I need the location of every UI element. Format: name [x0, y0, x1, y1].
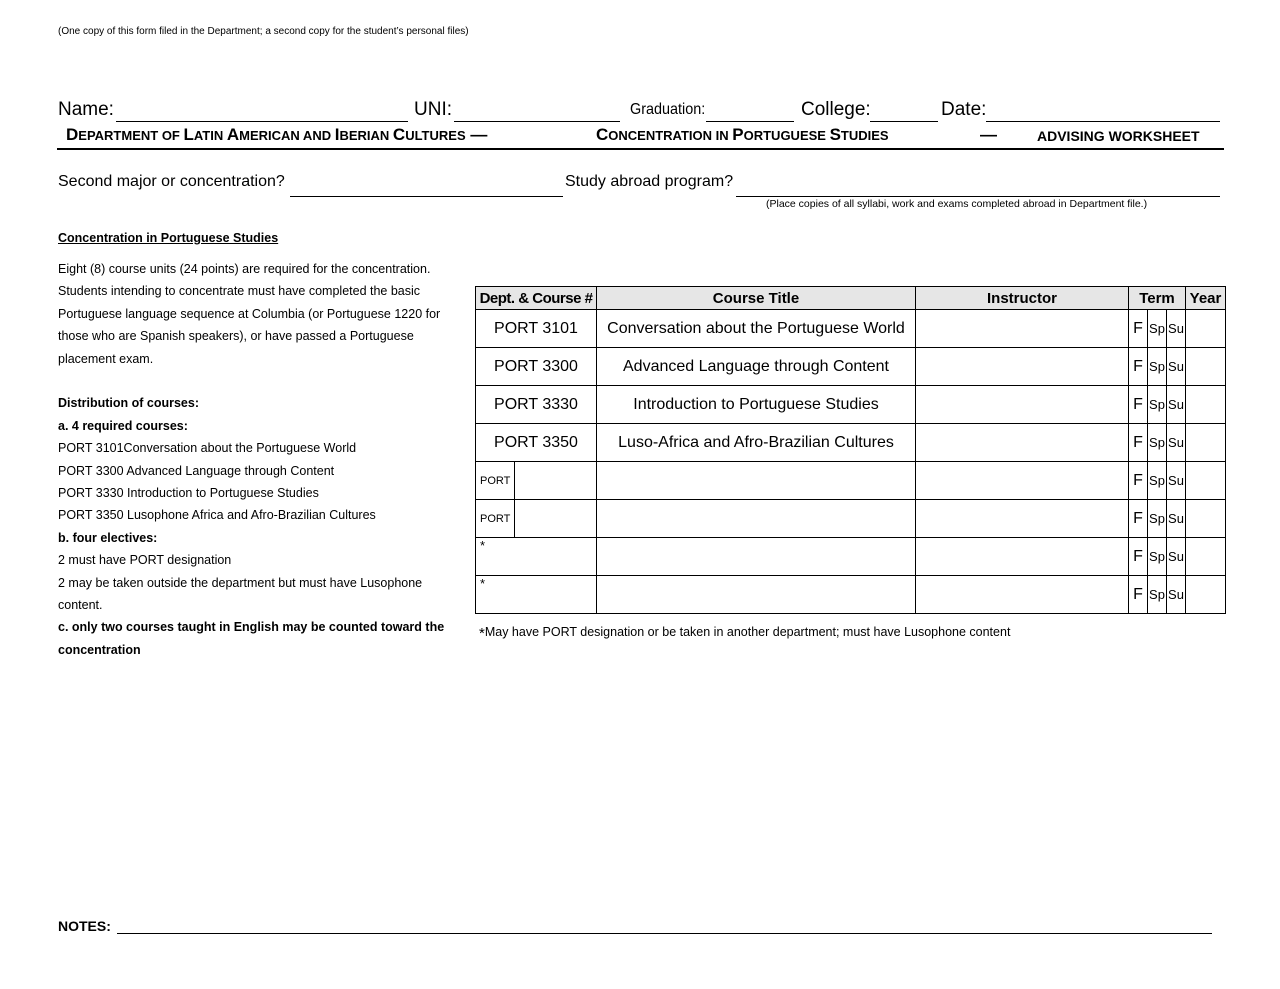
open-elective-cell[interactable]: * [476, 538, 597, 576]
elective-item: 2 may be taken outside the department but must have Lusophone content. [58, 575, 423, 613]
instructor-cell[interactable] [916, 386, 1129, 424]
date-field[interactable] [986, 121, 1220, 122]
distribution-title: Distribution of courses: [58, 396, 199, 411]
port-prefix: PORT [476, 462, 515, 499]
required-item: PORT 3350 Lusophone Africa and Afro-Brazilian Cultures [58, 508, 376, 523]
table-row [476, 500, 1226, 538]
term-fall[interactable]: F [1129, 538, 1148, 576]
study-abroad-field[interactable] [736, 196, 1220, 197]
instructor-cell[interactable] [916, 348, 1129, 386]
college-field[interactable] [870, 121, 938, 122]
term-summer[interactable]: Su [1167, 576, 1186, 614]
year-cell[interactable] [1186, 424, 1226, 462]
port-prefix: PORT [476, 500, 515, 537]
term-fall[interactable]: F [1129, 386, 1148, 424]
term-spring[interactable]: Sp [1148, 424, 1167, 462]
year-cell[interactable] [1186, 310, 1226, 348]
department-title: DEPARTMENT OF LATIN AMERICAN AND IBERIAN CULTURES — [66, 125, 488, 144]
table-row [476, 462, 1226, 500]
term-fall[interactable]: F [1129, 500, 1148, 538]
year-cell[interactable] [1186, 576, 1226, 614]
year-cell[interactable] [1186, 462, 1226, 500]
term-summer[interactable]: Su [1167, 310, 1186, 348]
term-summer[interactable]: Su [1167, 462, 1186, 500]
required-item: PORT 3300 Advanced Language through Content [58, 463, 335, 478]
second-major-field[interactable] [290, 196, 563, 197]
term-spring[interactable]: Sp [1148, 310, 1167, 348]
term-fall[interactable]: F [1129, 424, 1148, 462]
term-spring[interactable]: Sp [1148, 462, 1167, 500]
study-abroad-label: Study abroad program? [565, 173, 734, 190]
year-cell[interactable] [1186, 500, 1226, 538]
abroad-files-note: (Place copies of all syllabi, work and exams completed abroad in Department file.) [766, 198, 1148, 210]
instructor-cell[interactable] [916, 538, 1129, 576]
course-title: Conversation about the Portuguese World [597, 310, 916, 348]
header-dept: Dept. & Course # [476, 287, 597, 310]
course-number: PORT 3300 [476, 348, 597, 386]
year-cell[interactable] [1186, 386, 1226, 424]
name-field[interactable] [116, 121, 408, 122]
elective-item: 2 must have PORT designation [58, 553, 232, 568]
date-label: Date: [941, 99, 987, 120]
course-title-cell[interactable] [597, 500, 916, 538]
uni-label: UNI: [414, 99, 452, 120]
term-spring[interactable]: Sp [1148, 500, 1167, 538]
port-elective-cell[interactable] [476, 500, 597, 538]
header-term: Term [1129, 287, 1186, 310]
term-summer[interactable]: Su [1167, 538, 1186, 576]
notes-label: NOTES: [58, 918, 111, 934]
course-title: Introduction to Portuguese Studies [597, 386, 916, 424]
term-fall[interactable]: F [1129, 348, 1148, 386]
table-footnote [479, 625, 1010, 642]
footnote-text: May have PORT designation or be taken in another department; must have Lusophone content [484, 625, 1011, 639]
term-summer[interactable]: Su [1167, 500, 1186, 538]
table-header-row [476, 287, 1226, 310]
term-spring[interactable]: Sp [1148, 348, 1167, 386]
instructor-cell[interactable] [916, 310, 1129, 348]
second-major-label: Second major or concentration? [58, 173, 285, 190]
section-title: Concentration in Portuguese Studies [58, 231, 279, 245]
english-rule: c. only two courses taught in English may be counted toward the concentration [58, 620, 445, 657]
college-label: College: [801, 99, 871, 120]
year-cell[interactable] [1186, 538, 1226, 576]
year-cell[interactable] [1186, 348, 1226, 386]
title-rule [57, 148, 1224, 150]
term-fall[interactable]: F [1129, 576, 1148, 614]
open-elective-cell[interactable]: * [476, 576, 597, 614]
course-title-cell[interactable] [597, 538, 916, 576]
term-fall[interactable]: F [1129, 462, 1148, 500]
worksheet-title: ADVISING WORKSHEET [1037, 128, 1200, 144]
instructor-cell[interactable] [916, 424, 1129, 462]
graduation-field[interactable] [706, 121, 794, 122]
instructor-cell[interactable] [916, 462, 1129, 500]
port-elective-cell[interactable] [476, 462, 597, 500]
title-dash: — [980, 125, 997, 144]
header-title: Course Title [597, 287, 916, 310]
term-summer[interactable]: Su [1167, 348, 1186, 386]
term-spring[interactable]: Sp [1148, 386, 1167, 424]
term-fall[interactable]: F [1129, 310, 1148, 348]
table-row [476, 386, 1226, 424]
course-number: PORT 3330 [476, 386, 597, 424]
term-summer[interactable]: Su [1167, 424, 1186, 462]
course-title-cell[interactable] [597, 576, 916, 614]
header-year: Year [1186, 287, 1226, 310]
required-item: PORT 3330 Introduction to Portuguese Studies [58, 486, 319, 501]
table-row [476, 576, 1226, 614]
footnote-star: * [479, 625, 485, 642]
table-row [476, 348, 1226, 386]
term-summer[interactable]: Su [1167, 386, 1186, 424]
course-number: PORT 3350 [476, 424, 597, 462]
course-title-cell[interactable] [597, 462, 916, 500]
required-title: a. 4 required courses: [58, 418, 188, 433]
intro-paragraph: Eight (8) course units (24 points) are required for the concentration. Students intending to concentrate must have completed the basic Portuguese language sequence at Columbia (or Portuguese 1220 for those who are Spanish speakers), or have passed a Portuguese placement exam. [58, 262, 441, 366]
course-title: Advanced Language through Content [597, 348, 916, 386]
table-row [476, 310, 1226, 348]
term-spring[interactable]: Sp [1148, 538, 1167, 576]
course-title: Luso-Africa and Afro-Brazilian Cultures [597, 424, 916, 462]
table-row [476, 538, 1226, 576]
name-label: Name: [58, 99, 114, 120]
course-number: PORT 3101 [476, 310, 597, 348]
uni-field[interactable] [454, 121, 620, 122]
form-copy-note: (One copy of this form filed in the Department; a second copy for the student’s personal files) [58, 26, 469, 37]
electives-title: b. four electives: [58, 530, 158, 545]
course-table [475, 286, 1226, 614]
instructor-cell[interactable] [916, 500, 1129, 538]
instructor-cell[interactable] [916, 576, 1129, 614]
required-item: PORT 3101Conversation about the Portuguese World [58, 441, 357, 456]
graduation-label: Graduation: [630, 101, 706, 118]
concentration-title: CONCENTRATION IN PORTUGUESE STUDIES [596, 125, 889, 144]
term-spring[interactable]: Sp [1148, 576, 1167, 614]
requirements-text [58, 258, 450, 661]
table-row [476, 424, 1226, 462]
header-instructor: Instructor [916, 287, 1129, 310]
notes-field[interactable] [117, 933, 1212, 934]
